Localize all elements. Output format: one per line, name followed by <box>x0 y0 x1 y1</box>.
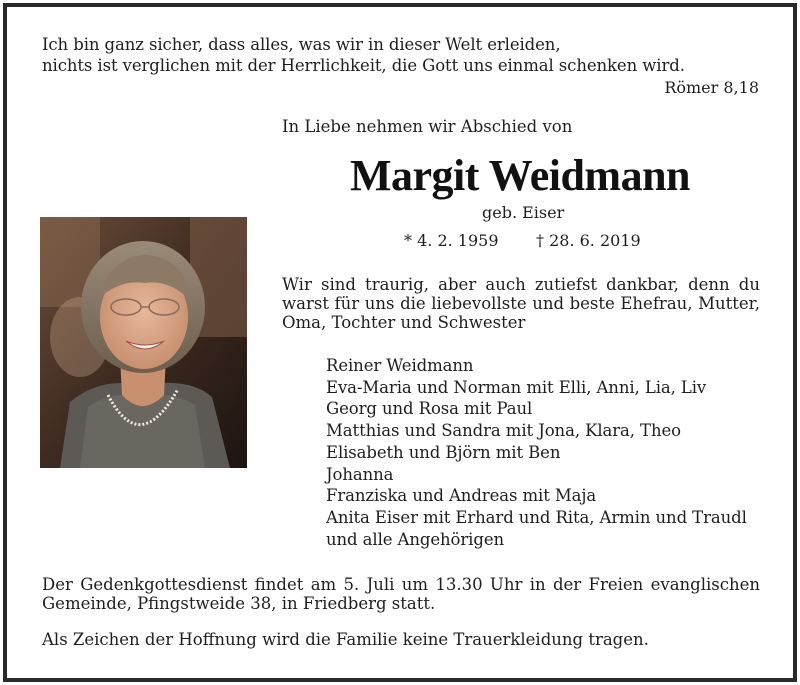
mourner-line: Matthias und Sandra mit Jona, Klara, Theo <box>326 421 681 440</box>
tribute-line: Wir sind traurig, aber auch zutiefst dankbar, denn du <box>282 275 760 294</box>
tribute-text <box>282 275 760 332</box>
mourner-line: Franziska und Andreas mit Maja <box>326 486 597 505</box>
service-info <box>42 575 760 613</box>
mourner-line: Eva-Maria und Norman mit Elli, Anni, Lia, Liv <box>326 378 707 397</box>
mourner-line: Elisabeth und Björn mit Ben <box>326 443 561 462</box>
mourning-note: Als Zeichen der Hoffnung wird die Familie keine Trauerkleidung tragen. <box>42 630 649 649</box>
intro-text: In Liebe nehmen wir Abschied von <box>282 117 573 136</box>
portrait-photo <box>40 217 247 468</box>
verse-reference: Römer 8,18 <box>664 78 759 97</box>
maiden-name: geb. Eiser <box>482 203 565 222</box>
service-line: Gemeinde, Pfingstweide 38, in Friedberg statt. <box>42 594 436 613</box>
mourner-line: und alle Angehörigen <box>326 530 505 549</box>
mourner-line: Georg und Rosa mit Paul <box>326 399 533 418</box>
mourner-line: Reiner Weidmann <box>326 356 474 375</box>
service-line: Der Gedenkgottesdienst findet am 5. Juli um 13.30 Uhr in der Freien evanglischen <box>42 575 760 594</box>
mourner-line: Anita Eiser mit Erhard und Rita, Armin und Traudl <box>326 508 747 527</box>
verse-line-1: Ich bin ganz sicher, dass alles, was wir in dieser Welt erleiden, <box>42 35 561 54</box>
tribute-line: warst für uns die liebevollste und beste Ehefrau, Mutter, <box>282 294 760 313</box>
verse-line-2: nichts ist verglichen mit der Herrlichkeit, die Gott uns einmal schenken wird. <box>42 56 685 75</box>
tribute-line: Oma, Tochter und Schwester <box>282 313 526 332</box>
deceased-name: Margit Weidmann <box>349 151 691 200</box>
birth-date: * 4. 2. 1959 <box>404 231 499 250</box>
mourner-line: Johanna <box>326 465 394 484</box>
death-date: † 28. 6. 2019 <box>536 231 641 250</box>
